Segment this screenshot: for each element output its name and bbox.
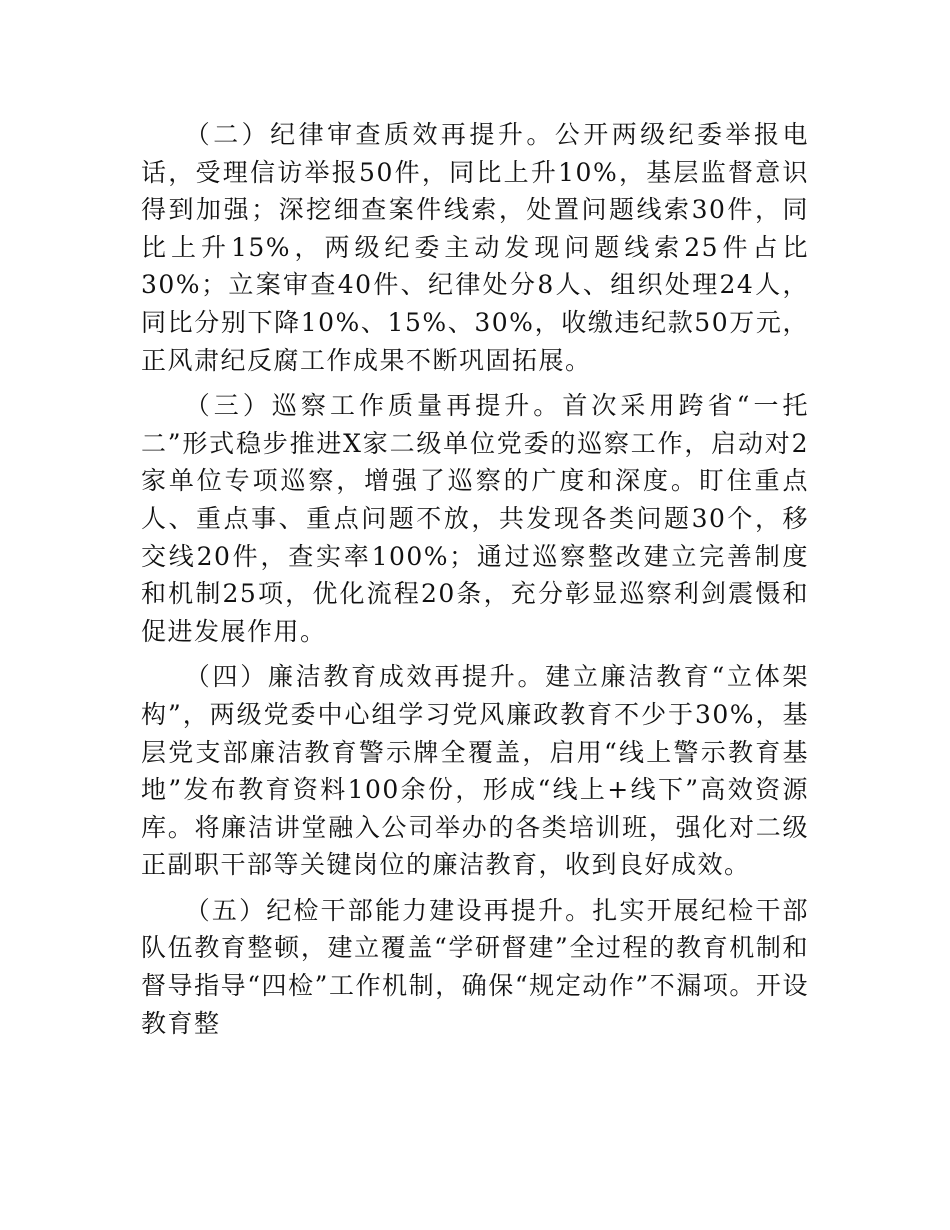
- paragraph-integrity-education: （四）廉洁教育成效再提升。建立廉洁教育“立体架构”，两级党委中心组学习党风廉政教育不少于30%，基层党支部廉洁教育警示牌全覆盖，启用“线上警示教育基地”发布教育资料100余份，形成“线上+线下”高效资源库。将廉洁讲堂融入公司举办的各类培训班，强化对二级正副职干部等关键岗位的廉洁教育，收到良好成效。: [141, 662, 809, 880]
- paragraph-discipline-review: （二）纪律审查质效再提升。公开两级纪委举报电话，受理信访举报50件，同比上升10%，基层监督意识得到加强；深挖细查案件线索，处置问题线索30件，同比上升15%，两级纪委主动发现问题线索25件占比30%；立案审查40件、纪律处分8人、组织处理24人，同比分别下降10%、15%、30%，收缴违纪款50万元，正风肃纪反腐工作成果不断巩固拓展。: [141, 120, 809, 375]
- document-body: [141, 116, 809, 1050]
- paragraph-inspection-work: （三）巡察工作质量再提升。首次采用跨省“一托二”形式稳步推进X家二级单位党委的巡察工作，启动对2家单位专项巡察，增强了巡察的广度和深度。盯住重点人、重点事、重点问题不放，共发现各类问题30个，移交线20件，查实率100%；通过巡察整改建立完善制度和机制25项，优化流程20条，充分彰显巡察利剑震慑和促进发展作用。: [141, 391, 809, 646]
- paragraph-cadre-capacity: （五）纪检干部能力建设再提升。扎实开展纪检干部队伍教育整顿，建立覆盖“学研督建”全过程的教育机制和督导指导“四检”工作机制，确保“规定动作”不漏项。开设教育整: [141, 895, 809, 1038]
